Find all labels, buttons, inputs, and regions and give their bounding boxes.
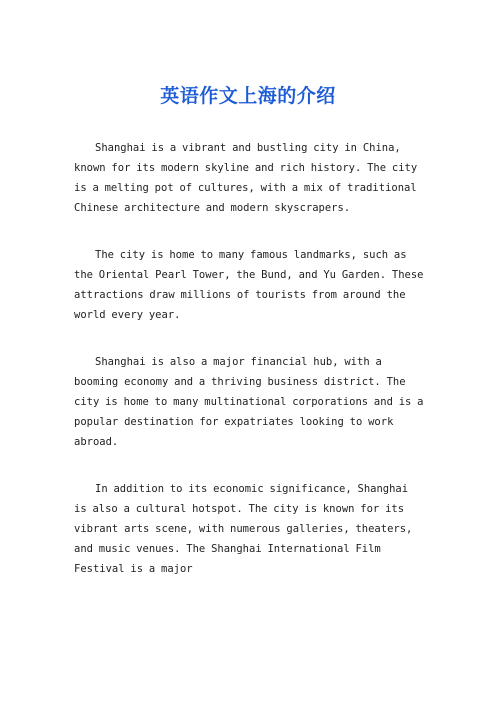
paragraph-4: In addition to its economic significance, Shanghai is also a cultural hotspot. The city is known for its vibrant arts scene, with numerous galleries, theaters, and music venues. The Shanghai International Film Festival is a major: [74, 483, 413, 575]
page-title: 英语作文上海的介绍: [160, 85, 336, 107]
document-body: [74, 138, 426, 606]
paragraph-1: Shanghai is a vibrant and bustling city in China, known for its modern skyline and rich history. The city is a melting pot of cultures, with a mix of traditional Chinese architecture and modern skyscrapers.: [74, 142, 418, 214]
paragraph-3: Shanghai is also a major financial hub, with a booming economy and a thriving business district. The city is home to many multinational corporations and is a popular destination for expatriates looking to work abroad.: [74, 356, 424, 448]
paragraph-2: The city is home to many famous landmarks, such as the Oriental Pearl Tower, the Bund, and Yu Garden. These attractions draw millions of tourists from around the world every year.: [74, 249, 424, 321]
